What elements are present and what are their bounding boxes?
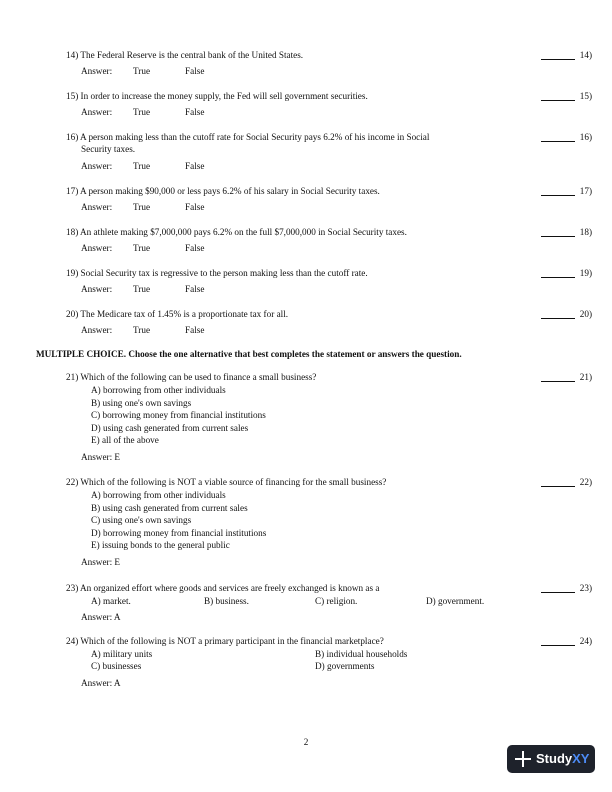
answer-blank	[541, 645, 575, 646]
question-stem: 15) In order to increase the money supply, the Fed will sell government securities.	[66, 91, 368, 101]
badge-brand: Study	[536, 751, 573, 766]
option-c: C) borrowing money from financial institutions	[91, 410, 266, 420]
option-e: E) issuing bonds to the general public	[91, 540, 230, 550]
answer-blank	[541, 592, 575, 593]
answer-label: Answer:	[81, 66, 113, 76]
answer-number: 22)	[579, 477, 592, 487]
option-b: B) individual households	[315, 649, 408, 659]
answer-blank	[541, 236, 575, 237]
question-stem: 19) Social Security tax is regressive to the person making less than the cutoff rate.	[66, 268, 368, 278]
question-stem-continued: Security taxes.	[81, 144, 136, 154]
answer-number: 17)	[579, 186, 592, 196]
studyxy-badge[interactable]	[507, 745, 595, 773]
question-stem: 21) Which of the following can be used to finance a small business?	[66, 372, 317, 382]
answer-blank	[541, 318, 575, 319]
badge-text	[536, 745, 589, 773]
answer-label: Answer:	[81, 161, 113, 171]
option-true: True	[133, 243, 151, 253]
answer-number: 20)	[579, 309, 592, 319]
option-true: True	[133, 284, 151, 294]
option-b: B) using one's own savings	[91, 398, 192, 408]
answer-key: Answer: A	[81, 612, 121, 622]
option-true: True	[133, 202, 151, 212]
question-stem: 22) Which of the following is NOT a viable source of financing for the small business?	[66, 477, 387, 487]
answer-blank	[541, 141, 575, 142]
option-c: C) using one's own savings	[91, 515, 192, 525]
option-false: False	[185, 107, 205, 117]
option-d: D) using cash generated from current sales	[91, 423, 249, 433]
option-a: A) market.	[91, 596, 131, 606]
answer-number: 21)	[579, 372, 592, 382]
question-stem: 18) An athlete making $7,000,000 pays 6.2% on the full $7,000,000 in Social Security taxes.	[66, 227, 407, 237]
option-false: False	[185, 325, 205, 335]
option-a: A) military units	[91, 649, 153, 659]
option-false: False	[185, 284, 205, 294]
question-stem: 20) The Medicare tax of 1.45% is a proportionate tax for all.	[66, 309, 289, 319]
answer-label: Answer:	[81, 107, 113, 117]
option-c: C) religion.	[315, 596, 358, 606]
answer-number: 16)	[579, 132, 592, 142]
option-d: D) borrowing money from financial institutions	[91, 528, 267, 538]
answer-blank	[541, 100, 575, 101]
answer-number: 23)	[579, 583, 592, 593]
option-false: False	[185, 202, 205, 212]
answer-label: Answer:	[81, 325, 113, 335]
answer-label: Answer:	[81, 243, 113, 253]
badge-brand-accent: XY	[572, 751, 590, 766]
answer-key: Answer: E	[81, 452, 121, 462]
answer-key: Answer: E	[81, 557, 121, 567]
answer-blank	[541, 59, 575, 60]
option-b: B) using cash generated from current sales	[91, 503, 248, 513]
plus-icon	[515, 751, 531, 767]
question-stem: 14) The Federal Reserve is the central bank of the United States.	[66, 50, 304, 60]
option-false: False	[185, 161, 205, 171]
option-e: E) all of the above	[91, 435, 159, 445]
option-d: D) governments	[315, 661, 375, 671]
question-stem: 24) Which of the following is NOT a primary participant in the financial marketplace?	[66, 636, 384, 646]
answer-label: Answer:	[81, 284, 113, 294]
option-c: C) businesses	[91, 661, 142, 671]
option-b: B) business.	[204, 596, 249, 606]
option-true: True	[133, 66, 151, 76]
question-stem: 17) A person making $90,000 or less pays 6.2% of his salary in Social Security taxes.	[66, 186, 380, 196]
answer-key: Answer: A	[81, 678, 121, 688]
option-d: D) government.	[426, 596, 485, 606]
answer-blank	[541, 381, 575, 382]
option-true: True	[133, 107, 151, 117]
question-stem: 23) An organized effort where goods and services are freely exchanged is known as a	[66, 583, 380, 593]
option-false: False	[185, 243, 205, 253]
option-true: True	[133, 325, 151, 335]
section-heading: MULTIPLE CHOICE. Choose the one alternative that best completes the statement or answers the question.	[36, 349, 462, 359]
answer-blank	[541, 486, 575, 487]
answer-number: 19)	[579, 268, 592, 278]
page-number: 2	[303, 737, 309, 747]
answer-label: Answer:	[81, 202, 113, 212]
option-a: A) borrowing from other individuals	[91, 490, 226, 500]
answer-blank	[541, 277, 575, 278]
option-true: True	[133, 161, 151, 171]
answer-number: 18)	[579, 227, 592, 237]
question-stem: 16) A person making less than the cutoff rate for Social Security pays 6.2% of his income in Social	[66, 132, 430, 142]
answer-number: 14)	[579, 50, 592, 60]
option-a: A) borrowing from other individuals	[91, 385, 226, 395]
answer-number: 15)	[579, 91, 592, 101]
option-false: False	[185, 66, 205, 76]
answer-blank	[541, 195, 575, 196]
answer-number: 24)	[579, 636, 592, 646]
